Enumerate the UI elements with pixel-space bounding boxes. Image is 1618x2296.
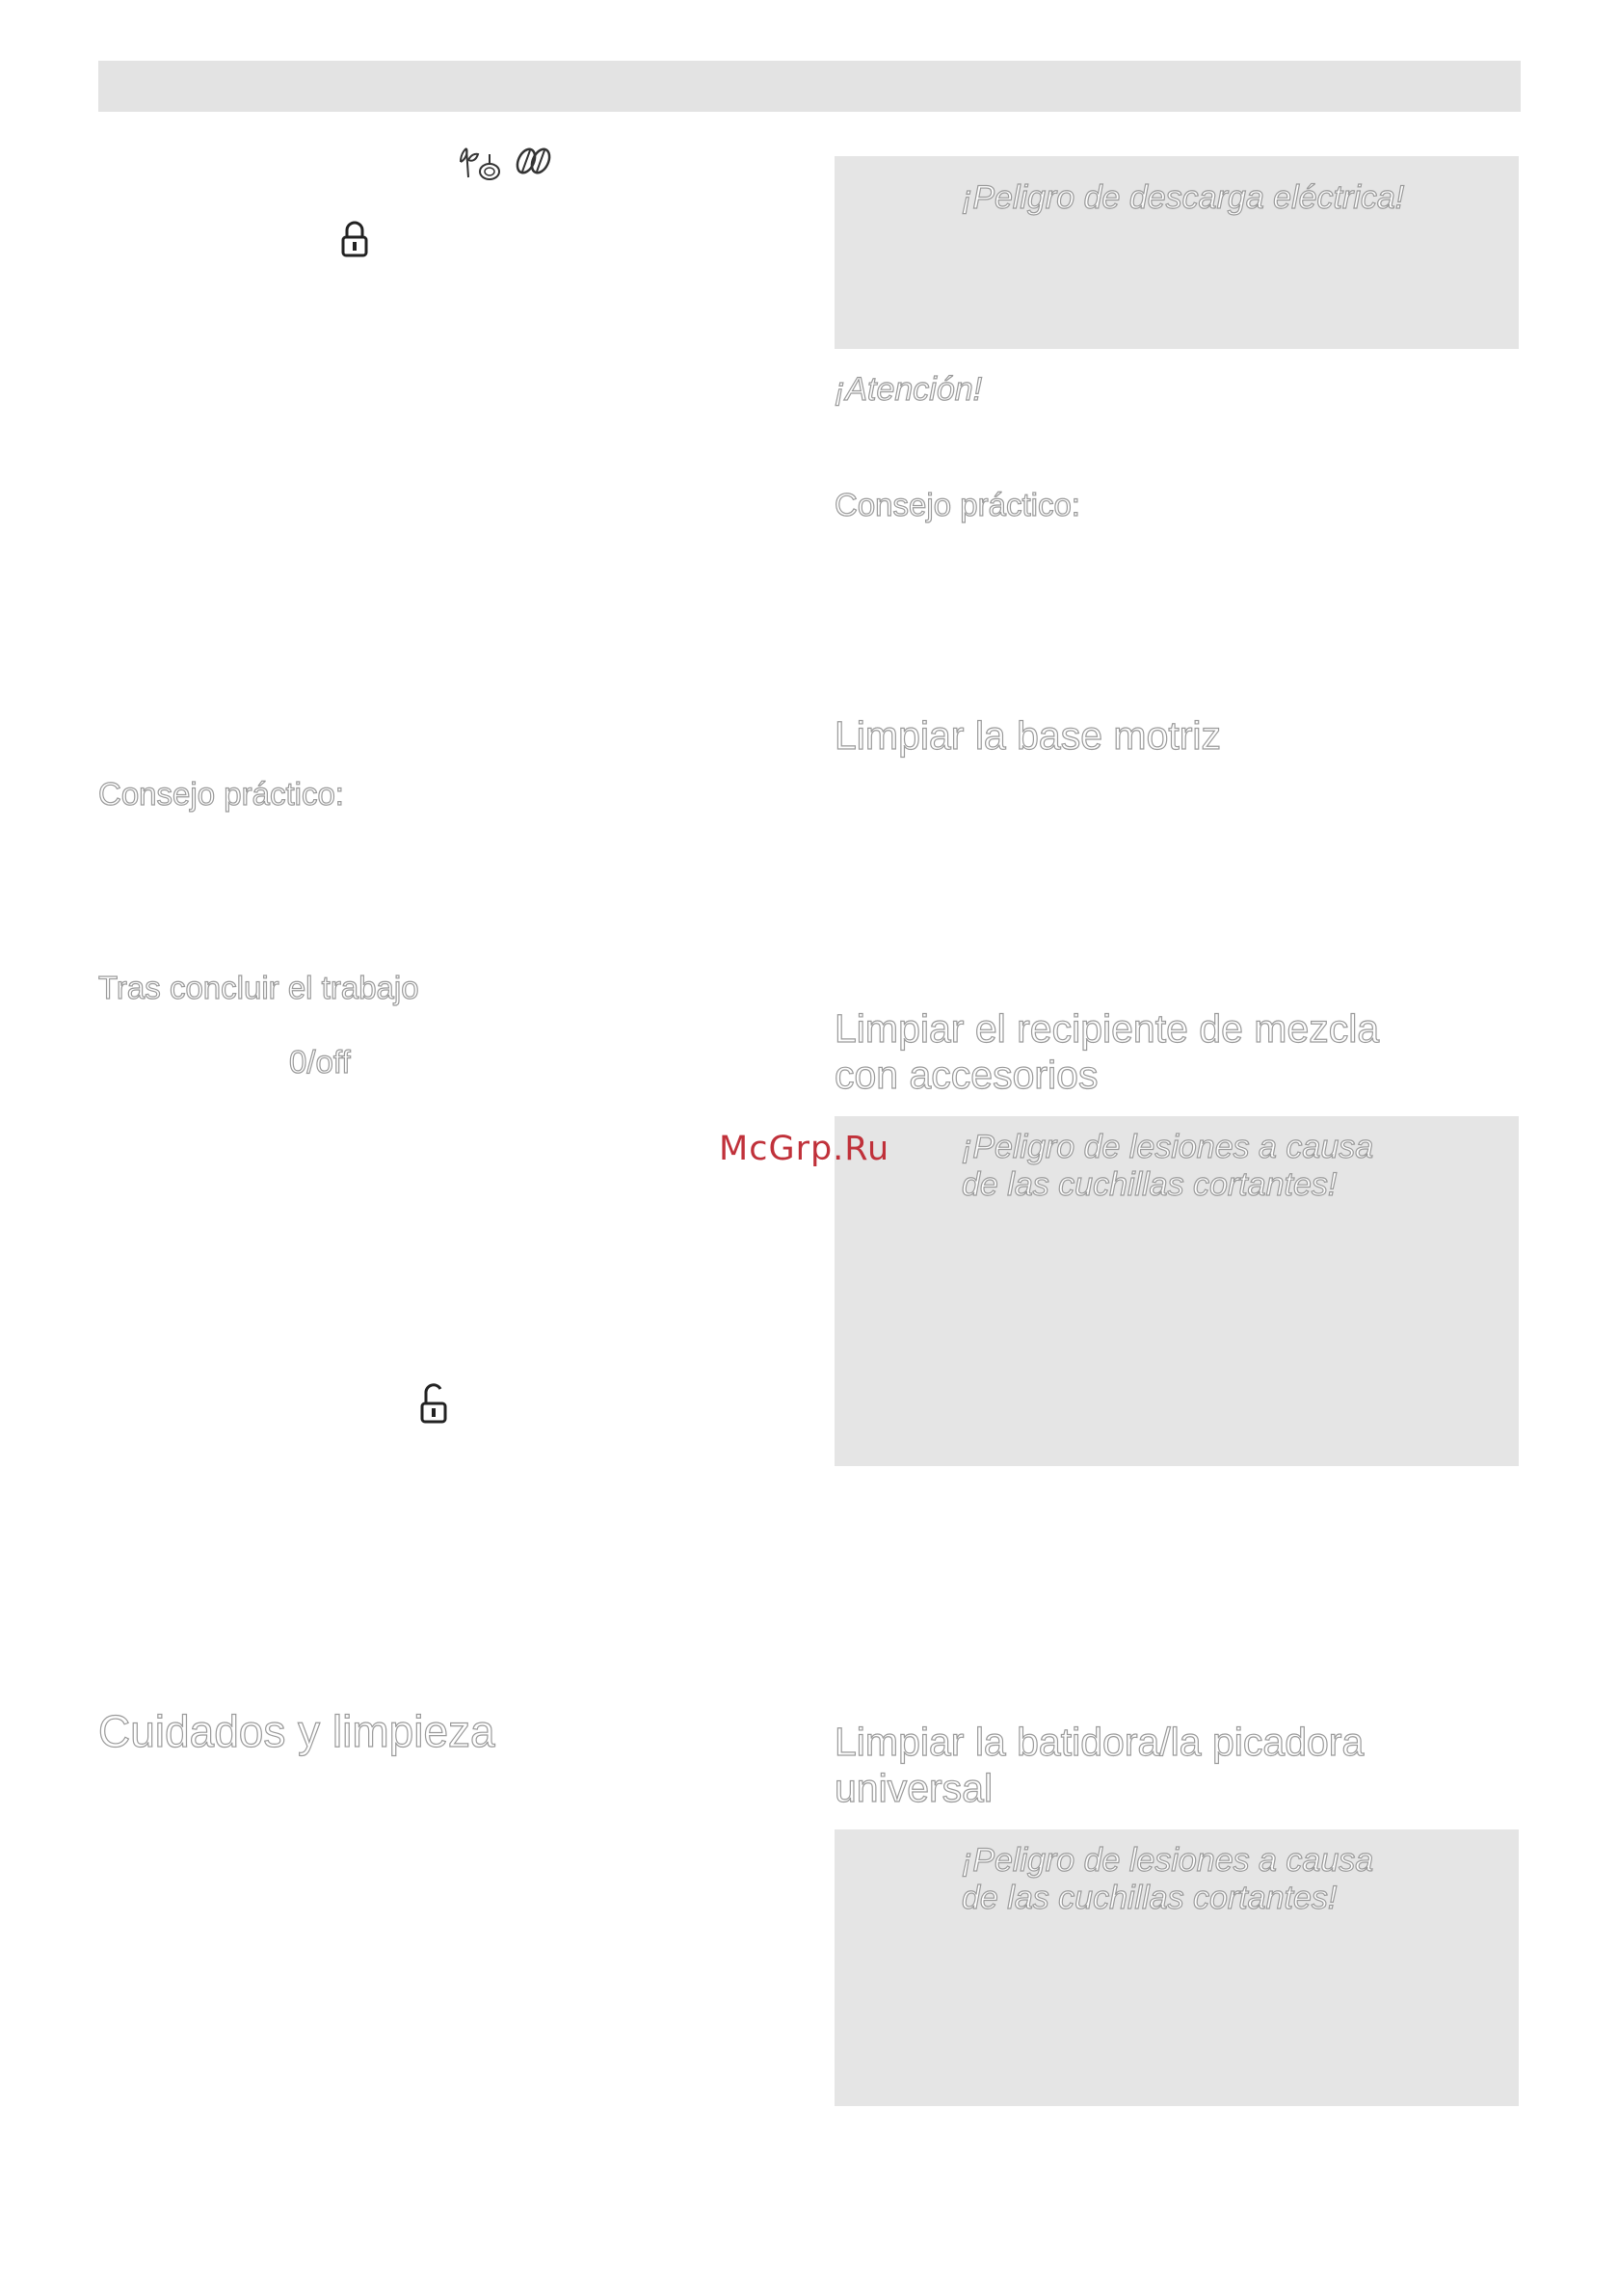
watermark: McGrp.Ru — [719, 1130, 890, 1168]
bowl-heading-line1: Limpiar el recipiente de mezcla — [835, 1006, 1380, 1051]
shock-warning-text: ¡Peligro de descarga eléctrica! — [962, 179, 1405, 216]
base-heading: Limpiar la base motriz — [835, 713, 1222, 758]
lock-closed-icon — [340, 220, 369, 258]
bowl-warning-line2: de las cuchillas cortantes! — [962, 1166, 1338, 1203]
blender-warning-line1: ¡Peligro de lesiones a causa — [962, 1842, 1374, 1879]
blender-warning-line2: de las cuchillas cortantes! — [962, 1880, 1338, 1916]
blender-heading-line1: Limpiar la batidora/la picadora — [835, 1720, 1365, 1764]
after-work-heading: Tras concluir el trabajo — [98, 970, 419, 1005]
lock-open-icon — [419, 1382, 448, 1425]
care-heading: Cuidados y limpieza — [98, 1706, 495, 1756]
right-tip-heading: Consejo práctico: — [835, 487, 1080, 522]
left-tip-heading: Consejo práctico: — [98, 776, 344, 812]
off-label: 0/off — [289, 1044, 351, 1080]
bowl-warning-line1: ¡Peligro de lesiones a causa — [962, 1129, 1374, 1165]
herbs-onion-icon — [455, 143, 507, 181]
bowl-heading-line2: con accesorios — [835, 1053, 1099, 1097]
blender-heading-line2: universal — [835, 1766, 994, 1810]
header-bar — [98, 61, 1521, 112]
coffee-beans-icon — [515, 145, 553, 177]
attention-text: ¡Atención! — [835, 371, 983, 408]
